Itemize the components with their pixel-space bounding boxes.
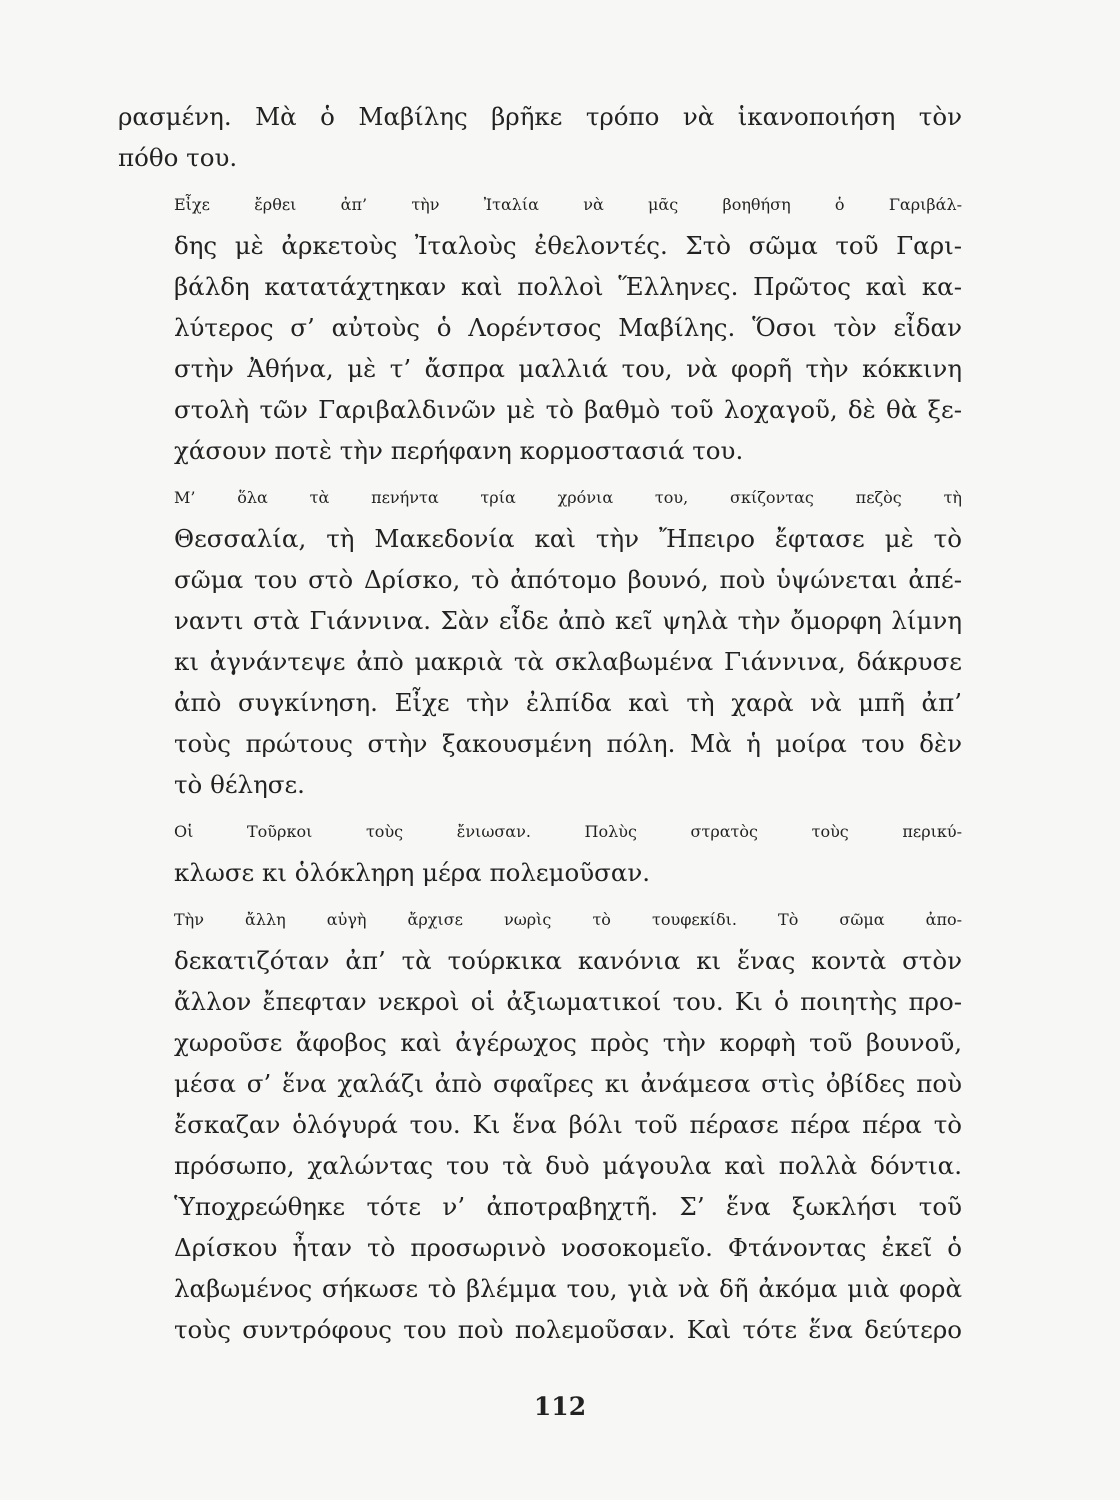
text-line: πρόσωπο, χαλώντας του τὰ δυὸ μάγουλα καὶ πολλὰ δόντια.: [174, 1151, 962, 1180]
text-line: Μ’ ὅλα τὰ πενήντα τρία χρόνια του, σκίζοντας πεζὸς τὴ: [174, 488, 962, 507]
text-line: δης μὲ ἀρκετοὺς Ἰταλοὺς ἐθελοντές. Στὸ σῶμα τοῦ Γαρι-: [174, 231, 962, 260]
text-line: λαβωμένος σήκωσε τὸ βλέμμα του, γιὰ νὰ δῆ ἀκόμα μιὰ φορὰ: [174, 1274, 962, 1303]
paragraph-5: [118, 899, 962, 1350]
body-text: [118, 96, 962, 1356]
text-line: ἀπὸ συγκίνηση. Εἶχε τὴν ἐλπίδα καὶ τὴ χαρὰ νὰ μπῆ ἀπ’: [174, 688, 962, 717]
paragraph-4: [118, 811, 962, 893]
text-line: ἄλλον ἔπεφταν νεκροὶ οἱ ἀξιωματικοί του. Κι ὁ ποιητὴς προ-: [174, 987, 962, 1016]
text-line: στολὴ τῶν Γαριβαλδινῶν μὲ τὸ βαθμὸ τοῦ λοχαγοῦ, δὲ θὰ ξε-: [174, 395, 962, 424]
text-line: κλωσε κι ὁλόκληρη μέρα πολεμοῦσαν.: [174, 858, 651, 887]
page-number: 112: [533, 1392, 587, 1421]
text-line: ἔσκαζαν ὁλόγυρά του. Κι ἕνα βόλι τοῦ πέρασε πέρα πέρα τὸ: [174, 1110, 962, 1139]
text-line: σῶμα του στὸ Δρίσκο, τὸ ἀπότομο βουνό, ποὺ ὑψώνεται ἀπέ-: [174, 565, 962, 594]
text-line: τοὺς συντρόφους του ποὺ πολεμοῦσαν. Καὶ τότε ἕνα δεύτερο: [174, 1315, 962, 1344]
text-line: λύτερος σ’ αὐτοὺς ὁ Λορέντσος Μαβίλης. Ὅσοι τὸν εἶδαν: [174, 313, 962, 342]
paragraph-3: [118, 477, 962, 805]
text-line: χωροῦσε ἄφοβος καὶ ἀγέρωχος πρὸς τὴν κορφὴ τοῦ βουνοῦ,: [174, 1028, 962, 1057]
text-line: Θεσσαλία, τὴ Μακεδονία καὶ τὴν Ἤπειρο ἔφτασε μὲ τὸ: [174, 524, 962, 553]
text-line: κι ἀγνάντεψε ἀπὸ μακριὰ τὰ σκλαβωμένα Γιάννινα, δάκρυσε: [174, 647, 962, 676]
text-line: Ὑποχρεώθηκε τότε ν’ ἀποτραβηχτῆ. Σ’ ἕνα ξωκλήσι τοῦ: [174, 1192, 962, 1221]
text-line: στὴν Ἀθήνα, μὲ τ’ ἄσπρα μαλλιά του, νὰ φορῆ τὴν κόκκινη: [174, 354, 962, 383]
paragraph-2: [118, 184, 962, 471]
text-line: ναντι στὰ Γιάννινα. Σὰν εἶδε ἀπὸ κεῖ ψηλὰ τὴν ὄμορφη λίμνη: [174, 606, 962, 635]
paragraph-1: [118, 96, 962, 178]
text-line: τὸ θέλησε.: [174, 770, 305, 799]
text-line: Δρίσκου ἦταν τὸ προσωρινὸ νοσοκομεῖο. Φτάνοντας ἐκεῖ ὁ: [174, 1233, 962, 1262]
text-line: ρασμένη. Μὰ ὁ Μαβίλης βρῆκε τρόπο νὰ ἱκανοποιήση τὸν: [118, 102, 962, 131]
text-line: τοὺς πρώτους στὴν ξακουσμένη πόλη. Μὰ ἡ μοίρα του δὲν: [174, 729, 962, 758]
text-line: μέσα σ’ ἕνα χαλάζι ἀπὸ σφαῖρες κι ἀνάμεσα στὶς ὀβίδες ποὺ: [174, 1069, 962, 1098]
text-line: χάσουν ποτὲ τὴν περήφανη κορμοστασιά του.: [174, 436, 744, 465]
text-line: δεκατιζόταν ἀπ’ τὰ τούρκικα κανόνια κι ἕνας κοντὰ στὸν: [174, 946, 962, 975]
text-line: Εἶχε ἔρθει ἀπ’ τὴν Ἰταλία νὰ μᾶς βοηθήση ὁ Γαριβάλ-: [174, 195, 962, 214]
text-line: Οἱ Τοῦρκοι τοὺς ἔνιωσαν. Πολὺς στρατὸς τοὺς περικύ-: [174, 822, 962, 841]
text-line: Τὴν ἄλλη αὐγὴ ἄρχισε νωρὶς τὸ τουφεκίδι. Τὸ σῶμα ἀπο-: [174, 910, 962, 929]
text-line: πόθο του.: [118, 143, 238, 172]
text-line: βάλδη κατατάχτηκαν καὶ πολλοὶ Ἕλληνες. Πρῶτος καὶ κα-: [174, 272, 962, 301]
